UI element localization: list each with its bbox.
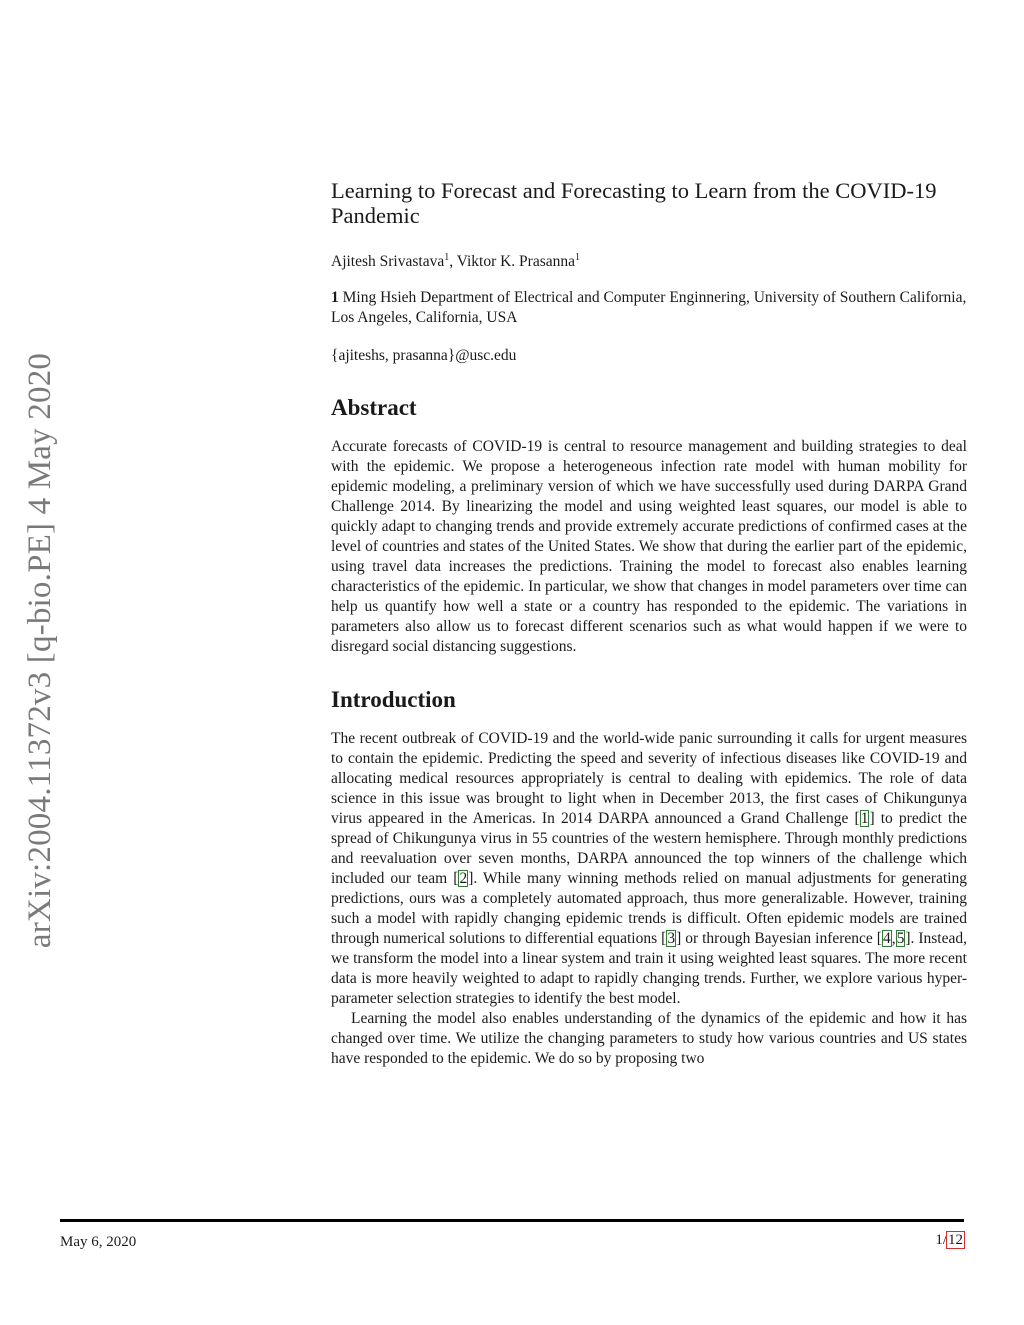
affiliation-superscript: 1 (444, 252, 450, 263)
footer-date: May 6, 2020 (60, 1234, 137, 1250)
page-separator: / (942, 1232, 947, 1248)
paragraph-text: The recent outbreak of COVID-19 and the world-wide panic surrounding it calls for urgent measures to contain the epidemic. Predicting the speed and severity of infectious diseases like COVID-19 and allocating medical resources appropriately is central to dealing with epidemics. The role of data science in this issue was brought to light when in December 2013, the first cases of Chikungunya virus appeared in the Americas. In 2014 DARPA announced a Grand Challenge (331, 730, 967, 828)
citation-link[interactable]: 5 (896, 930, 905, 948)
introduction-paragraph-1: The recent outbreak of COVID-19 and the world-wide panic surrounding it calls for urgent measures to contain the epidemic. Predicting the speed and severity of infectious diseases like COVID-19 and allocating medical resources appropriately is central to dealing with epidemics. The role of data science in this issue was brought to light when in December 2013, the first cases of Chikungunya virus appeared in the Americas. In 2014 DARPA announced a Grand Challenge [1] to predict the spread of Chikungunya virus in 55 countries of the western hemisphere. Through monthly predictions and reevaluation over seven months, DARPA announced the top winners of the challenge which included our team [2]. While many winning methods relied on manual adjustments for generating predictions, ours was a completely automated approach, thus more generalizable. However, training such a model with rapidly changing epidemic trends is difficult. Often epidemic models are trained through numerical solutions to differential equations [3] or through Bayesian inference [4,5]. Instead, we transform the model into a linear system and train it using weighted least squares. The more recent data is more heavily weighted to adapt to rapidly changing trends. Further, we explore various hyper-parameter selection strategies to identify the best model. (331, 730, 967, 1008)
arxiv-identifier-text: arXiv:2004.11372v3 [q-bio.PE] 4 May 2020 (22, 352, 59, 948)
author-name: Viktor K. Prasanna (456, 253, 576, 271)
page-number (935, 1232, 964, 1249)
citation-separator: , (891, 930, 896, 948)
introduction-paragraph-2: Learning the model also enables understanding of the dynamics of the epidemic and how it has changed over time. We utilize the changing parameters to study how various countries and US states have responded to the epidemic. We do so by proposing two (331, 1010, 967, 1068)
paper-first-page (331, 178, 967, 1069)
introduction-heading: Introduction (331, 687, 456, 713)
paragraph-text: . While many winning methods relied on manual adjustments for generating predictions, ours was a completely automated approach, thus more generalizable. However, training such a model with rapidly changing epidemic trends is difficult. Often epidemic models are trained through numerical solutions to differential equations (331, 870, 967, 948)
affiliation-marker: 1 (331, 289, 339, 307)
affiliation-text: Ming Hsieh Department of Electrical and Computer Enginnering, University of Southern California, Los Angeles, California, USA (331, 289, 967, 327)
arxiv-identifier-stamp (16, 340, 66, 960)
abstract-text: Accurate forecasts of COVID-19 is central to resource management and building strategies to deal with the epidemic. We propose a heterogeneous infection rate model with human mobility for epidemic modeling, a preliminary version of which we have successfully used during DARPA Grand Challenge 2014. By linearizing the model and using weighted least squares, our model is able to quickly adapt to changing trends and provide extremely accurate predictions of confirmed cases at the level of countries and states of the United States. We show that during the earlier part of the epidemic, using travel data increases the predictions. Training the model to forecast also enables learning characteristics of the epidemic. In particular, we show that changes in model parameters over time can help us quantify how well a state or a country has responded to the epidemic. The variations in parameters also allow us to forecast different scenarios such as what would happen if we were to disregard social distancing suggestions. (331, 438, 967, 656)
author-separator: , (449, 253, 457, 271)
citation-link[interactable]: 2 (459, 870, 468, 888)
citation-link[interactable]: 1 (860, 810, 869, 828)
citation-link[interactable]: 3 (667, 930, 676, 948)
citation-link[interactable]: 4 (882, 930, 891, 948)
paper-title: Learning to Forecast and Forecasting to Learn from the COVID-19 Pandemic (331, 178, 937, 228)
paragraph-text: . Instead, we transform the model into a linear system and train it using weighted least squares. The more recent data is more heavily weighted to adapt to rapidly changing trends. Further, we explore various hyper-parameter selection strategies to identify the best model. (331, 930, 967, 1008)
page-current: 1 (935, 1232, 943, 1248)
page-total-link[interactable]: 12 (948, 1232, 963, 1248)
author-list (331, 252, 967, 271)
paragraph-text: or through Bayesian inference (681, 930, 877, 948)
author-name: Ajitesh Srivastava (331, 253, 445, 271)
paragraph-text: to predict the spread of Chikungunya virus in 55 countries of the western hemisphere. Through monthly predictions and reevaluation over seven months, DARPA announced the top winners of the challenge which included our team (331, 810, 967, 888)
affiliation-superscript: 1 (575, 252, 581, 263)
affiliation (331, 288, 967, 328)
abstract-heading: Abstract (331, 395, 417, 421)
author-emails: {ajiteshs, prasanna}@usc.edu (331, 347, 517, 365)
footer-divider (60, 1219, 964, 1222)
